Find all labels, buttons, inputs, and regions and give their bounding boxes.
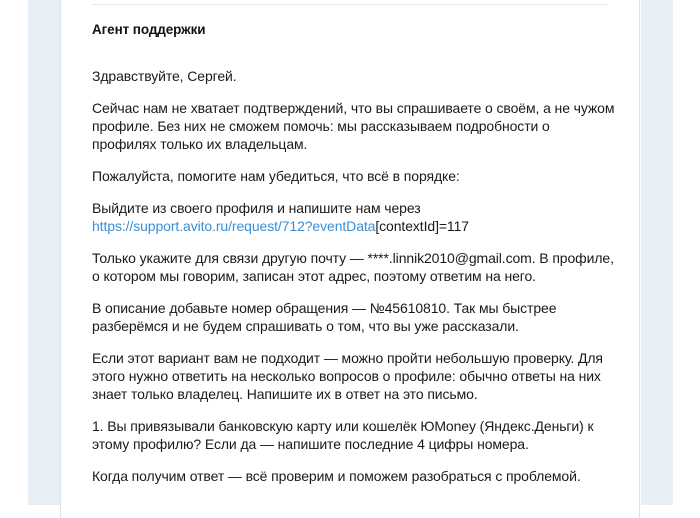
message-body	[92, 21, 617, 485]
greeting-text: Здравствуйте, Сергей.	[92, 68, 237, 84]
message-divider	[92, 4, 608, 5]
paragraph-support-link	[92, 199, 617, 235]
support-link-suffix: [contextId]=117	[375, 218, 469, 234]
page-side-band-right	[641, 0, 673, 505]
page-background-right	[673, 0, 700, 505]
paragraph-closing: Когда получим ответ — всё проверим и поможем разобраться с проблемой.	[92, 468, 581, 484]
page-side-band-left	[28, 0, 60, 505]
paragraph-request-number: В описание добавьте номер обращения — №45610810. Так мы быстрее разберёмся и не будем спрашивать о том, что вы уже рассказали.	[92, 300, 557, 334]
paragraph-alternative-check: Если этот вариант вам не подходит — можно пройти небольшую проверку. Для этого нужно ответить на несколько вопросов о профиле: обычно ответы на них знает только владелец. Напишите их в ответ на это письмо.	[92, 350, 603, 402]
paragraph-contact-email: Только укажите для связи другую почту — ****.linnik2010@gmail.com. В профиле, о котором мы говорим, записан этот адрес, поэтому ответим на него.	[92, 250, 614, 284]
support-link-prefix: Выйдите из своего профиля и напишите нам через	[92, 200, 421, 216]
paragraph-question-1: 1. Вы привязывали банковскую карту или кошелёк ЮMoney (Яндекс.Деньги) к этому профилю? Если да — напишите последние 4 цифры номера.	[92, 418, 594, 452]
paragraph-request: Пожалуйста, помогите нам убедиться, что всё в порядке:	[92, 168, 460, 184]
support-request-link[interactable]: https://support.avito.ru/request/712?eventData	[92, 218, 376, 234]
page-background-left	[0, 0, 28, 505]
paragraph-confirmation: Сейчас нам не хватает подтверждений, что вы спрашиваете о своём, а не чужом профиле. Без них не сможем помочь: мы рассказываем подробности о профилях только их владельцам.	[92, 100, 615, 152]
sender-name: Агент поддержки	[92, 22, 206, 37]
